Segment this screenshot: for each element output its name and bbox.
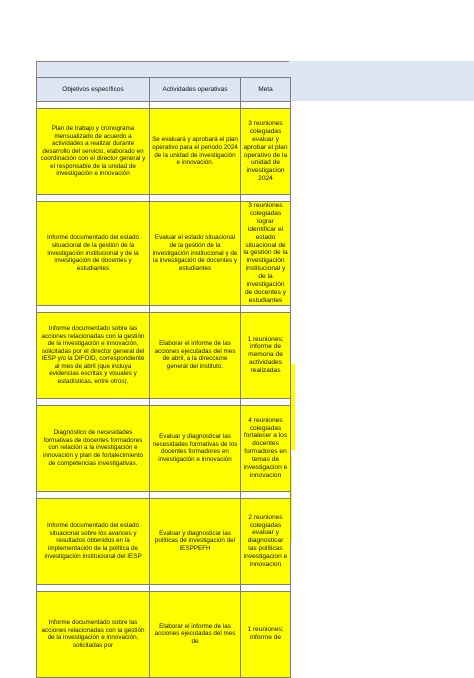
meta-text: 1 reuniones; informe de [247,626,284,642]
meta-text: 2 reuniones colegiadas evaluar y diagnosticar las políticas investigacion e innovacion [243,513,288,569]
meta-cell [241,312,291,398]
meta-cell [241,405,291,491]
meta-cell [241,202,291,306]
meta-cell [241,498,291,584]
actividad-cell: Evaluar y diagnosticar las políticas de investigación del IESPPEFH [150,498,241,584]
table-row [37,405,291,491]
table-header-row [37,78,291,102]
objetivo-cell: Informe documentado del estado situacional de la gestión de la investigación institucional y de la investigación de docentes y estudiantes [37,202,150,306]
header-actividades: Actividades operativas [150,78,241,102]
meta-cell [241,109,291,195]
table-row [37,498,291,584]
table-row [37,591,291,677]
meta-text: 3 reuniones colegiadas lograr identificar el estado situacional de la gestión de la investigación institucional y de la investigación de docentes y estudiantes [243,202,288,304]
meta-text: 4 reuniones colegiadas fortalecer a los docentes formadores en temas de investigacion e innovacion [243,416,288,479]
table-row [37,312,291,398]
actividad-cell: Elaborar el informe de las acciones ejecutadas del mes de abril, a la direccione general del instituto. [150,312,241,398]
objetivo-cell: Informe documentado sobre las acciones relacionadas con la gestión de la investigación e innovación, solicitadas por el director general del IESP y/o la DIFOID, correspondiente al mes de abril (que incluya evidencias escritas y visuales y estadísticas, entre otros). [37,312,150,398]
objetivo-cell: Informe documentado sobre las acciones relacionadas con la gestión de la investigación e innovación, solicitadas por [37,591,150,677]
actividad-cell: Evaluar y diagnosticar las necesidades formativas de los docentes formadores en investigación e innovación [150,405,241,491]
meta-cell [241,591,291,677]
objectives-table [36,77,291,678]
meta-text: 3 reuniones colegiadas evaluar y aprobar el plan operativo de la unidad de investigacion 2024 [243,119,288,183]
header-meta: Meta [241,78,291,102]
header-objetivos: Objetivos específicos [37,78,150,102]
actividad-cell: Evaluar el estado situacional de la gestión de la investigación institucional y de la investigación de docentes y estudiantes [150,202,241,306]
table-row [37,109,291,195]
objetivo-cell: Informe documentado del estado situacional sobre los avances y resultados obtenidos en la implementación de la política de investigación institucional del IESP [37,498,150,584]
objetivo-cell: Plan de trabajo y cronograma mensualizado de acuerdo a actividades a realizar durante desarrollo del servicio, elaborado en coordinación con el director general y el responsable de la unidad de investigación e innovación [37,109,150,195]
actividad-cell: Elaborar el informe de las acciones ejecutadas del mes de [150,591,241,677]
table-row [37,202,291,306]
meta-text: 1 reuniones; informe de memoria de actividades realizadas [247,335,284,375]
objetivo-cell: Diagnóstico de necesidades formativas de docentes formadores con relación a la investigación e innovación y plan de fortalecimiento de competencias investigativas. [37,405,150,491]
actividad-cell: Se evaluará y aprobará el plan operativo para el periodo 2024 de la unidad de investigación e innovación. [150,109,241,195]
header-band-extension [289,61,474,101]
